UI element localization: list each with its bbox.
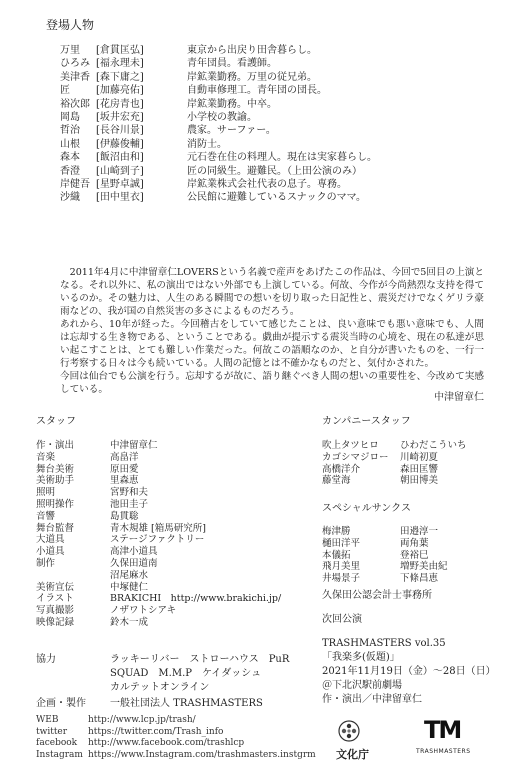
producer-label: 企画・製作	[36, 698, 86, 709]
cast-row	[0, 192, 532, 204]
cast-role: 岡島	[60, 112, 80, 123]
cooperation-line-3: カルテットオンライン	[110, 682, 210, 693]
cast-description: 岸鉱業株式会社代表の息子。専務。	[187, 179, 347, 190]
special-thanks-row	[322, 573, 512, 585]
special-thanks-row-name: 飛月美里	[322, 561, 361, 573]
staff-role: 写真撮影	[36, 605, 75, 617]
link-url[interactable]: https://twitter.com/Trash_info	[88, 726, 224, 737]
cooperation-line-2: SQUAD M.M.P ケイダッシュ	[110, 668, 262, 679]
staff-row	[36, 487, 326, 499]
cast-row	[0, 112, 532, 124]
next-show-line-1: TRASHMASTERS vol.35	[322, 638, 446, 649]
cast-row	[0, 85, 532, 97]
cast-description: 青年団員。看護師。	[187, 58, 277, 70]
company-staff-heading: カンパニースタッフ	[322, 416, 411, 427]
cast-description: 消防士。	[187, 138, 227, 150]
staff-row	[36, 475, 326, 487]
staff-member: 池田圭子	[110, 499, 149, 510]
director-message	[60, 266, 484, 396]
link-label: Instagram	[36, 749, 83, 760]
cast-actor: [山崎到子]	[96, 165, 144, 177]
next-show-line-4: ＠下北沢駅前劇場	[322, 680, 402, 691]
staff-member: ノザワトシアキ	[110, 605, 177, 617]
cast-row	[0, 166, 532, 178]
special-thanks-row-name: 井場景子	[322, 573, 361, 585]
cast-description: 岸鉱業勤務。中卒。	[187, 98, 277, 110]
special-thanks-row	[322, 526, 512, 538]
cast-description: 小学校の教諭。	[187, 112, 257, 123]
cast-description: 公民館に避難しているスナックのママ。	[187, 192, 366, 204]
staff-member: 原田愛	[110, 463, 139, 475]
staff-member: ステージファクトリー	[110, 534, 205, 546]
staff-member: 中塚健仁	[110, 581, 149, 593]
staff-member: 高津小道具	[110, 546, 158, 558]
cast-actor: [森下庸之]	[96, 71, 144, 83]
cast-description: 農家。サーファー。	[187, 125, 276, 137]
cast-role: 香澄	[60, 165, 80, 177]
cast-description: 匠の同級生。避難民。（上田公演のみ）	[187, 165, 362, 177]
cast-role: 山根	[60, 138, 80, 150]
cast-row	[0, 152, 532, 164]
staff-member: 久保田道南	[110, 558, 158, 569]
staff-role: 照明	[36, 487, 56, 499]
company-staff-row	[322, 464, 512, 476]
cast-description: 自動車修理工。青年団の団長。	[187, 85, 327, 97]
staff-member: 青木規雄 [箱馬研究所]	[110, 522, 206, 534]
message-paragraph-3: 今回は仙台でも公演を行う。忘却するが故に、語り継ぐべき人間の想いの重要性を、今改めて実感している。	[60, 371, 484, 395]
cast-description: 東京から出戻り田舎暮らし。	[187, 45, 317, 56]
special-thanks-row	[322, 561, 512, 573]
cast-actor: [加藤亮佑]	[96, 85, 144, 97]
staff-row	[36, 546, 326, 558]
staff-row	[36, 617, 326, 629]
special-thanks-row-name: 増野美由紀	[400, 561, 448, 573]
bunkacho-logo	[334, 720, 394, 760]
cast-row	[0, 45, 532, 57]
company-staff-row	[322, 475, 512, 487]
company-staff-row-name: 川崎初夏	[400, 451, 439, 463]
cast-actor: [倉貫匡弘]	[96, 45, 144, 56]
special-thanks-row-name: 登裕巳	[400, 549, 429, 561]
bunkacho-mark-icon	[338, 720, 360, 742]
company-staff-row-name: 吹上タツヒロ	[322, 440, 379, 451]
cooperation-label: 協力	[36, 654, 56, 665]
special-thanks-row	[322, 550, 512, 562]
special-thanks-row-name: 両角葉	[400, 537, 429, 549]
staff-row	[36, 570, 326, 582]
cast-role: 岸健吾	[60, 179, 90, 190]
staff-row	[36, 534, 326, 546]
staff-role: 舞台監督	[36, 522, 75, 534]
link-url[interactable]: http://www.lcp.jp/trash/	[88, 715, 196, 725]
staff-role: 映像記録	[36, 617, 75, 628]
cast-row	[0, 99, 532, 111]
staff-member: 宮野和夫	[110, 487, 149, 499]
staff-row	[36, 511, 326, 523]
cast-actor: [伊藤俊輔]	[96, 138, 144, 150]
staff-row	[36, 558, 326, 570]
company-staff-row-name: カゴシマジロー	[322, 451, 389, 463]
staff-row	[36, 452, 326, 464]
cast-row	[0, 125, 532, 137]
cast-row	[0, 72, 532, 84]
cast-role: 裕次郎	[60, 98, 90, 110]
cast-row	[0, 179, 532, 191]
company-staff-row-name: 朝田博美	[400, 475, 439, 487]
staff-member: 里森恵	[110, 475, 139, 487]
company-staff-row-name: 藤堂海	[322, 475, 351, 487]
cast-description: 岸鉱業勤務。万里の従兄弟。	[187, 71, 317, 83]
cast-role: ひろみ	[60, 58, 90, 70]
staff-member: 鈴木一成	[110, 617, 149, 628]
special-thanks-heading: スペシャルサンクス	[322, 503, 411, 514]
cast-actor: [星野卓誠]	[96, 179, 144, 190]
next-show-line-5: 作・演出／中津留章仁	[322, 694, 422, 705]
producer: 一般社団法人 TRASHMASTERS	[110, 698, 263, 709]
link-url[interactable]: http://www.facebook.com/trashlcp	[88, 738, 245, 748]
staff-role: 作・演出	[36, 440, 75, 451]
link-url[interactable]: https://www.Instagram.com/trashmasters.instgrm	[88, 749, 316, 760]
company-staff-row-name: 高橋洋介	[322, 463, 361, 475]
staff-role: 音楽	[36, 451, 56, 463]
special-thanks-row-name: 本儀拓	[322, 549, 351, 561]
staff-member: BRAKICHI http://www.brakichi.jp/	[110, 593, 282, 605]
staff-role: 美術宣伝	[36, 581, 75, 593]
cast-actor: [飯沼由和]	[96, 152, 144, 164]
staff-role: イラスト	[36, 593, 74, 605]
staff-role: 舞台美術	[36, 463, 75, 475]
cast-role: 万里	[60, 45, 80, 56]
cast-actor: [花房青也]	[96, 98, 144, 110]
message-signature: 中津留章仁	[434, 392, 484, 403]
cast-actor: [長谷川景]	[96, 125, 144, 137]
cast-actor: [福永理未]	[96, 58, 144, 70]
company-staff-row-name: ひわだこういち	[400, 440, 467, 451]
link-label: facebook	[36, 738, 78, 748]
next-show-line-2: 「我楽多(仮題)」	[322, 652, 400, 663]
cast-description: 元石巻在住の料理人。現在は実家暮らし。	[187, 152, 377, 164]
trashmasters-logo	[416, 716, 486, 762]
company-staff-row	[322, 452, 512, 464]
link-label: twitter	[36, 726, 68, 737]
cast-actor: [坂井宏充]	[96, 112, 144, 123]
company-staff-row-name: 森田匡響	[400, 463, 439, 475]
staff-row	[36, 499, 326, 511]
staff-role: 大道具	[36, 534, 65, 546]
staff-row	[36, 523, 326, 535]
staff-member: 島貫聡	[110, 510, 139, 522]
staff-row	[36, 464, 326, 476]
cast-role: 匠	[60, 85, 70, 97]
special-thanks-row	[322, 538, 512, 550]
staff-row	[36, 605, 326, 617]
tm-text: TRASHMASTERS	[416, 748, 471, 755]
cast-row	[0, 58, 532, 70]
cast-row	[0, 139, 532, 151]
special-thanks-row-name: 田邉淳一	[400, 526, 439, 537]
link-label: WEB	[36, 715, 59, 725]
special-thanks-row-name: 梅津勝	[322, 526, 351, 537]
special-thanks-row-name: 下條昌恵	[400, 573, 439, 585]
staff-role: 照明操作	[36, 499, 75, 510]
special-thanks-row-name: 樋田洋平	[322, 537, 361, 549]
staff-role: 美術助手	[36, 475, 75, 487]
company-staff-row	[322, 440, 512, 452]
cooperation-line-1: ラッキーリバー ストローハウス PuR	[110, 654, 290, 665]
special-thanks-org: 久保田公認会計士事務所	[322, 590, 432, 601]
staff-member: 中津留章仁	[110, 440, 158, 451]
tm-mark: TM	[424, 716, 461, 744]
cast-role: 森本	[60, 152, 80, 164]
cast-actor: [田中里衣]	[96, 192, 144, 204]
staff-row	[36, 582, 326, 594]
cast-role: 哲治	[60, 125, 80, 137]
staff-heading: スタッフ	[36, 416, 76, 427]
staff-member: 沼尾麻水	[110, 569, 149, 581]
message-paragraph-2: あれから、10年が経った。今回稽古をしていて感じたことは、良い意味でも悪い意味でも、人間は忘却する生き物である、ということである。戯曲が提示する震災当時の心境を、現在の私達が思い起こすことは、とても難しい作業だった。何故この語順なのか、と自分が書いたものを、一行一行考察する日々は今も続いている。人間の記憶とは不確かなものだと、気付かされた。	[60, 319, 484, 369]
bunkacho-text: 文化庁	[336, 748, 369, 761]
next-show-heading: 次回公演	[322, 614, 362, 625]
cast-role: 美津香	[60, 71, 90, 83]
staff-row	[36, 593, 326, 605]
next-show-line-3: 2021年11月19日（金）〜28日（日）	[322, 666, 496, 677]
staff-role: 音響	[36, 510, 56, 522]
staff-row	[36, 440, 326, 452]
message-paragraph-1: 2011年4月に中津留章仁LOVERSという名義で産声をあげたこの作品は、今回で5回目の上演となる。それ以外に、私の演出ではない外部でも上演している。何故、今作が今尚熱烈な支持を得ているのか。その魅力は、人生のある瞬間での想いを切り取った日記性と、震災だけでなくゲリラ豪雨などの、我が国の自然災害の多さによるものだろう。	[60, 267, 484, 317]
cast-heading: 登場人物	[46, 18, 95, 32]
staff-role: 小道具	[36, 546, 65, 558]
staff-role: 制作	[36, 558, 56, 569]
cast-role: 沙織	[60, 192, 80, 204]
staff-member: 高畠洋	[110, 451, 139, 463]
